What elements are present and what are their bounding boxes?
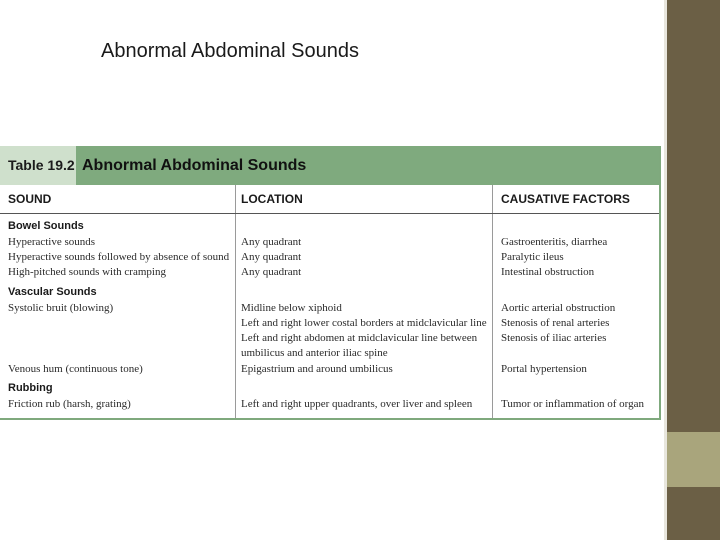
table-cell-sound: Systolic bruit (blowing) bbox=[8, 302, 114, 314]
table-cell-cause: Paralytic ileus bbox=[501, 251, 564, 263]
table-cell-location: Left and right abdomen at midclavicular line between bbox=[241, 332, 478, 344]
table-cell-cause: Stenosis of iliac arteries bbox=[501, 332, 607, 344]
column-header-sound: SOUND bbox=[8, 192, 52, 206]
table-cell-sound: Hyperactive sounds bbox=[8, 236, 96, 248]
table-cell-sound: High-pitched sounds with cramping bbox=[8, 266, 166, 278]
table-header bbox=[0, 146, 659, 185]
table-cell-location: Left and right lower costal borders at midclavicular line bbox=[241, 317, 487, 329]
table-cell-cause: Portal hypertension bbox=[501, 363, 587, 375]
column-divider bbox=[235, 185, 236, 418]
table-cell-cause: Intestinal obstruction bbox=[501, 266, 595, 278]
table-cell-cause: Aortic arterial obstruction bbox=[501, 302, 616, 314]
table-cell-location: Any quadrant bbox=[241, 251, 302, 263]
column-header-causes: CAUSATIVE FACTORS bbox=[501, 192, 630, 206]
group-label-bowel: Bowel Sounds bbox=[8, 220, 84, 232]
table-cell-sound: Hyperactive sounds followed by absence of sound bbox=[8, 251, 230, 263]
table-cell-cause: Tumor or inflammation of organ bbox=[501, 398, 644, 410]
side-accent-block bbox=[667, 432, 720, 487]
table-cell-sound: Friction rub (harsh, grating) bbox=[8, 398, 131, 410]
column-divider bbox=[492, 185, 493, 418]
table-cell-location: umbilicus and anterior iliac spine bbox=[241, 347, 388, 359]
table-cell-cause: Gastroenteritis, diarrhea bbox=[501, 236, 608, 248]
table-title: Abnormal Abdominal Sounds bbox=[82, 157, 307, 174]
table-cell-cause: Stenosis of renal arteries bbox=[501, 317, 610, 329]
group-label-vascular: Vascular Sounds bbox=[8, 286, 97, 298]
sounds-table bbox=[0, 146, 661, 420]
table-cell-location: Epigastrium and around umbilicus bbox=[241, 363, 393, 375]
column-header-location: LOCATION bbox=[241, 192, 303, 206]
table-cell-sound: Venous hum (continuous tone) bbox=[8, 363, 143, 375]
slide-title: Abnormal Abdominal Sounds bbox=[101, 40, 359, 62]
table-cell-location: Midline below xiphoid bbox=[241, 302, 342, 314]
header-rule bbox=[0, 213, 659, 214]
table-number: Table 19.2 bbox=[0, 146, 76, 185]
table-cell-location: Left and right upper quadrants, over liver and spleen bbox=[241, 398, 473, 410]
table-cell-location: Any quadrant bbox=[241, 266, 302, 278]
group-label-rubbing: Rubbing bbox=[8, 382, 53, 394]
table-cell-location: Any quadrant bbox=[241, 236, 302, 248]
